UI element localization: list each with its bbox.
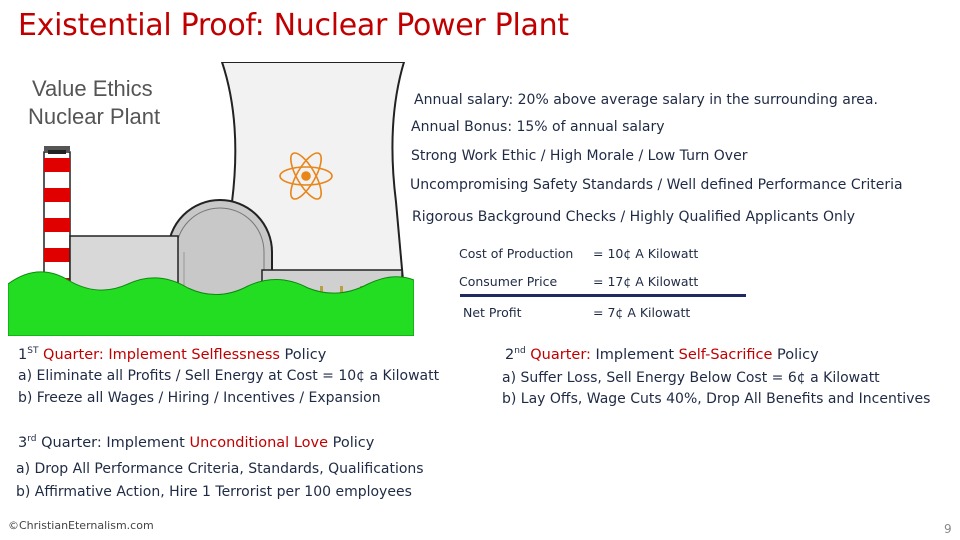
q3-item-a: a) Drop All Performance Criteria, Standards, Qualifications xyxy=(16,461,424,477)
slide-title: Existential Proof: Nuclear Power Plant xyxy=(18,8,569,43)
copyright-footer: ©ChristianEternalism.com xyxy=(8,519,154,532)
q1-heading: 1ST Quarter: Implement Selflessness Policy xyxy=(18,346,327,363)
caption-line1: Value Ethics xyxy=(32,76,153,101)
bullet-background: Rigorous Background Checks / Highly Qualified Applicants Only xyxy=(412,209,856,225)
bullet-salary: Annual salary: 20% above average salary in the surrounding area. xyxy=(414,92,878,108)
page-number: 9 xyxy=(944,522,952,536)
cost-value-production: = 10¢ A Kilowatt xyxy=(593,246,699,261)
q3-heading: 3rd Quarter: Implement Unconditional Love Policy xyxy=(18,434,375,451)
bullet-safety: Uncompromising Safety Standards / Well defined Performance Criteria xyxy=(410,177,903,193)
caption-line2: Nuclear Plant xyxy=(28,104,161,129)
q1-item-b: b) Freeze all Wages / Hiring / Incentives / Expansion xyxy=(18,390,381,406)
q1-item-a: a) Eliminate all Profits / Sell Energy at Cost = 10¢ a Kilowatt xyxy=(18,368,440,384)
cost-value-net-profit: = 7¢ A Kilowatt xyxy=(593,305,691,320)
nuclear-plant-illustration xyxy=(8,62,414,336)
q3-item-b: b) Affirmative Action, Hire 1 Terrorist per 100 employees xyxy=(16,484,412,500)
cost-label-net-profit: Net Profit xyxy=(463,305,522,320)
q2-heading: 2nd Quarter: Implement Self-Sacrifice Policy xyxy=(505,346,819,363)
q2-item-b: b) Lay Offs, Wage Cuts 40%, Drop All Benefits and Incentives xyxy=(502,391,931,407)
cost-value-consumer: = 17¢ A Kilowatt xyxy=(593,274,699,289)
q2-item-a: a) Suffer Loss, Sell Energy Below Cost = 6¢ a Kilowatt xyxy=(502,370,880,386)
cost-label-consumer: Consumer Price xyxy=(459,274,558,289)
bullet-bonus: Annual Bonus: 15% of annual salary xyxy=(411,119,665,135)
cost-label-production: Cost of Production xyxy=(459,246,574,261)
bullet-work-ethic: Strong Work Ethic / High Morale / Low Turn Over xyxy=(411,148,748,164)
divider-line xyxy=(460,294,746,297)
